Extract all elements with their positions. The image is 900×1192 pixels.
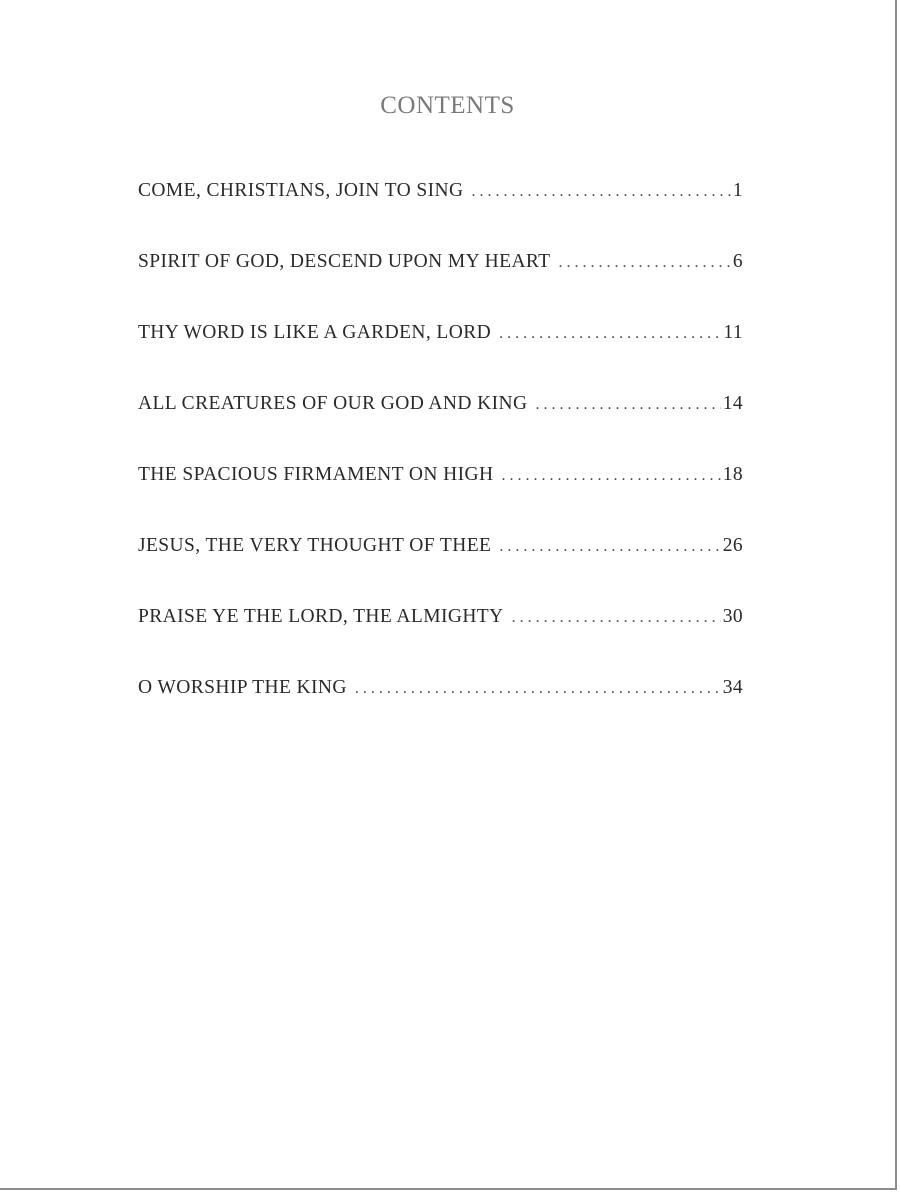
dot-leader bbox=[501, 467, 720, 485]
toc-entry bbox=[138, 180, 743, 251]
toc-entry bbox=[138, 535, 743, 606]
toc-entry-page: 6 bbox=[732, 251, 743, 272]
toc-entry-page: 1 bbox=[732, 180, 743, 201]
toc-entry bbox=[138, 606, 743, 677]
toc-entry bbox=[138, 322, 743, 393]
toc-entry-title: ALL CREATURES OF OUR GOD AND KING bbox=[138, 393, 528, 414]
toc-entry bbox=[138, 251, 743, 322]
dot-leader bbox=[499, 325, 721, 343]
table-of-contents bbox=[138, 180, 743, 748]
toc-entry bbox=[138, 464, 743, 535]
dot-leader bbox=[355, 680, 721, 698]
toc-entry-title: THY WORD IS LIKE A GARDEN, LORD bbox=[138, 322, 492, 343]
toc-entry-page: 30 bbox=[722, 606, 743, 627]
page-title: contents bbox=[380, 81, 515, 121]
toc-entry-title: THE SPACIOUS FIRMAMENT ON HIGH bbox=[138, 464, 494, 485]
toc-entry-title: JESUS, THE VERY THOUGHT OF THEE bbox=[138, 535, 492, 556]
toc-entry-page: 11 bbox=[723, 322, 743, 343]
toc-entry-page: 14 bbox=[722, 393, 743, 414]
toc-entry-title: PRAISE YE THE LORD, THE ALMIGHTY bbox=[138, 606, 504, 627]
toc-entry-title: COME, CHRISTIANS, JOIN TO SING bbox=[138, 180, 464, 201]
dot-leader bbox=[499, 538, 720, 556]
toc-entry-title: O WORSHIP THE KING bbox=[138, 677, 347, 698]
toc-entry-title: SPIRIT OF GOD, DESCEND UPON MY HEART bbox=[138, 251, 551, 272]
dot-leader bbox=[471, 183, 730, 201]
toc-entry bbox=[138, 393, 743, 464]
toc-entry-page: 26 bbox=[722, 535, 743, 556]
dot-leader bbox=[512, 609, 721, 627]
dot-leader bbox=[536, 396, 721, 414]
toc-entry bbox=[138, 677, 743, 748]
toc-entry-page: 34 bbox=[722, 677, 743, 698]
toc-entry-page: 18 bbox=[722, 464, 743, 485]
dot-leader bbox=[558, 254, 730, 272]
